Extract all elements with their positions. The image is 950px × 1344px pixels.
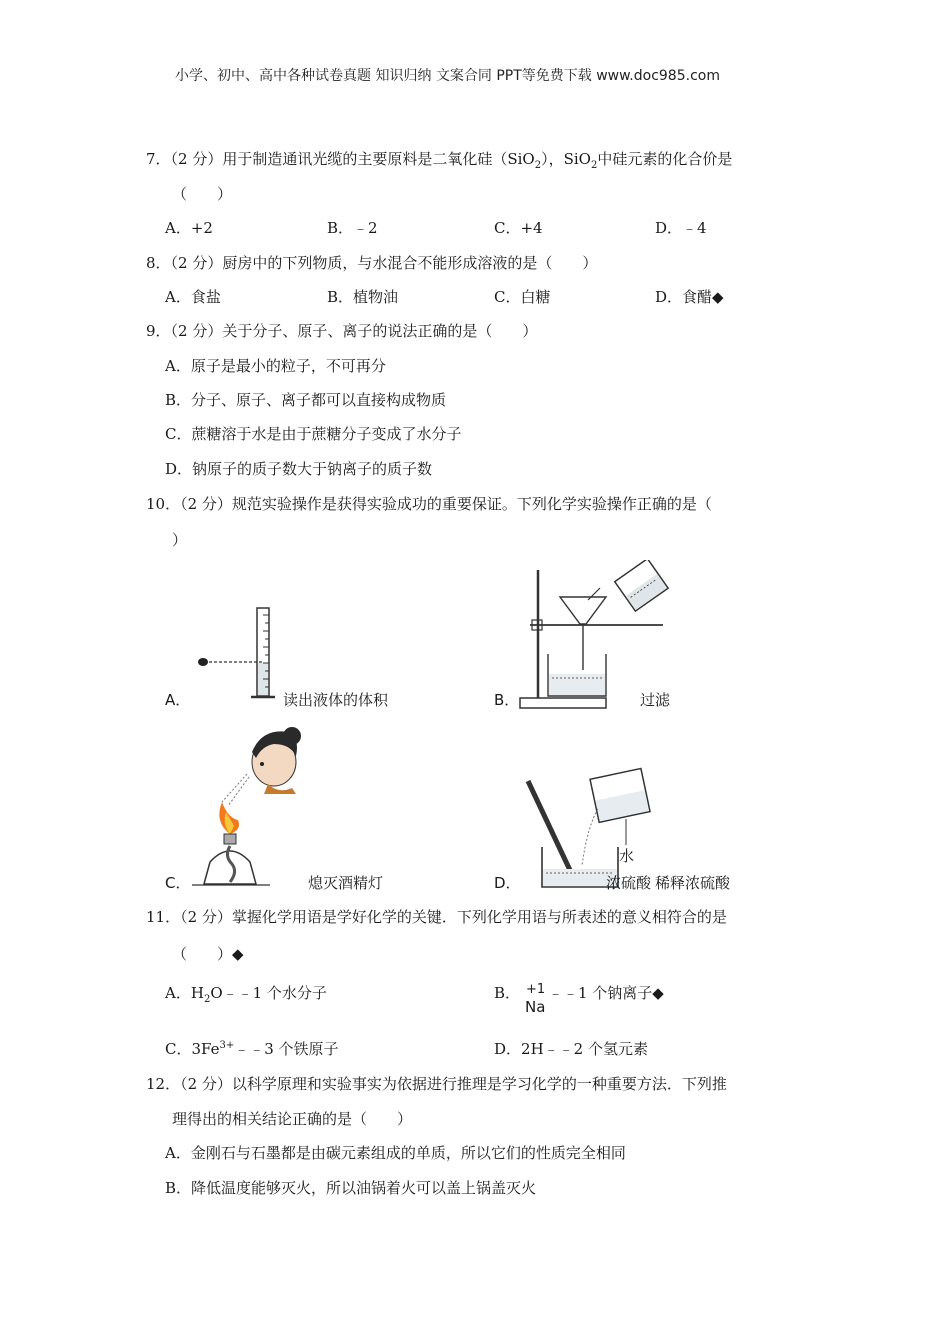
- question-12-option-b: B．降低温度能够灭火，所以油锅着火可以盖上锅盖灭火: [165, 1179, 537, 1197]
- question-11-paren: （ ）◆: [172, 945, 244, 963]
- question-8-option-b: B．植物油: [327, 288, 399, 306]
- sodium-charge-label: +1: [526, 982, 546, 997]
- question-9-option-c: C．蔗糖溶于水是由于蔗糖分子变成了水分子: [165, 425, 462, 443]
- question-11-option-b-text: ﹣﹣1 个钠离子◆: [548, 984, 664, 1002]
- question-10-stem: 10．（2 分）规范实验操作是获得实验成功的重要保证。下列化学实验操作正确的是（: [146, 495, 712, 513]
- question-9-option-a: A．原子是最小的粒子，不可再分: [165, 357, 386, 375]
- question-7-stem: 7．（2 分）用于制造通讯光缆的主要原料是二氧化硅（SiO$_2$），SiO$_2$中硅元素的化合价是: [146, 150, 733, 171]
- question-9-option-b: B．分子、原子、离子都可以直接构成物质: [165, 391, 447, 409]
- question-10-option-d-caption: 稀释浓硫酸: [655, 874, 731, 892]
- question-12-stem-cont: 理得出的相关结论正确的是（ ）: [172, 1110, 413, 1128]
- question-10-option-c-letter: C．: [165, 874, 191, 892]
- question-10-option-a-caption: 读出液体的体积: [283, 691, 389, 709]
- question-7-option-a: A．+2: [165, 219, 213, 237]
- question-11-stem: 11．（2 分）掌握化学用语是学好化学的关键．下列化学用语与所表述的意义相符合的是: [146, 908, 727, 926]
- question-8-option-c: C．白糖: [494, 288, 551, 306]
- figure-graduated-cylinder: [195, 605, 285, 705]
- question-7-option-c: C．+4: [494, 219, 543, 237]
- question-10-stem-end: ）: [172, 531, 188, 549]
- question-10-option-b-caption: 过滤: [640, 691, 671, 709]
- question-12-stem: 12．（2 分）以科学原理和实验事实为依据进行推理是学习化学的一种重要方法．下列推: [146, 1075, 727, 1093]
- question-8-option-d: D．食醋◆: [655, 288, 724, 306]
- question-12-option-a: A．金刚石与石墨都是由碳元素组成的单质，所以它们的性质完全相同: [165, 1144, 626, 1162]
- question-9-option-d: D．钠原子的质子数大于钠离子的质子数: [165, 460, 433, 478]
- question-11-option-b-letter: B．: [494, 984, 521, 1002]
- question-11-option-d: D．2H﹣﹣2 个氢元素: [494, 1040, 648, 1058]
- question-10-option-c-caption: 熄灭酒精灯: [308, 874, 384, 892]
- figure-d-label-acid: 浓硫酸: [606, 874, 652, 892]
- question-7-option-d: D．﹣4: [655, 219, 707, 237]
- figure-d-label-water: 水: [619, 847, 635, 865]
- question-7-paren: （ ）: [172, 185, 233, 203]
- question-8-option-a: A．食盐: [165, 288, 221, 306]
- question-10-option-a-letter: A．: [165, 691, 191, 709]
- question-10-option-d-letter: D．: [494, 874, 521, 892]
- question-11-option-a: A．$H_2O﹣﹣1$ 个水分子: [165, 984, 327, 1005]
- question-10-option-b-letter: B．: [494, 691, 520, 709]
- question-9-stem: 9．（2 分）关于分子、原子、离子的说法正确的是（ ）: [146, 322, 538, 340]
- sodium-symbol: Na: [525, 998, 546, 1016]
- question-8-stem: 8．（2 分）厨房中的下列物质，与水混合不能形成溶液的是（ ）: [146, 254, 598, 272]
- page-header: 小学、初中、高中各种试卷真题 知识归纳 文案合同 PPT等免费下载 www.doc985.com: [175, 68, 720, 84]
- question-7-option-b: B．﹣2: [327, 219, 378, 237]
- figure-dilute-acid: [522, 765, 652, 890]
- question-11-option-c: C．$3Fe^{3+}﹣﹣3$ 个铁原子: [165, 1040, 339, 1058]
- figure-alcohol-lamp: [192, 722, 312, 890]
